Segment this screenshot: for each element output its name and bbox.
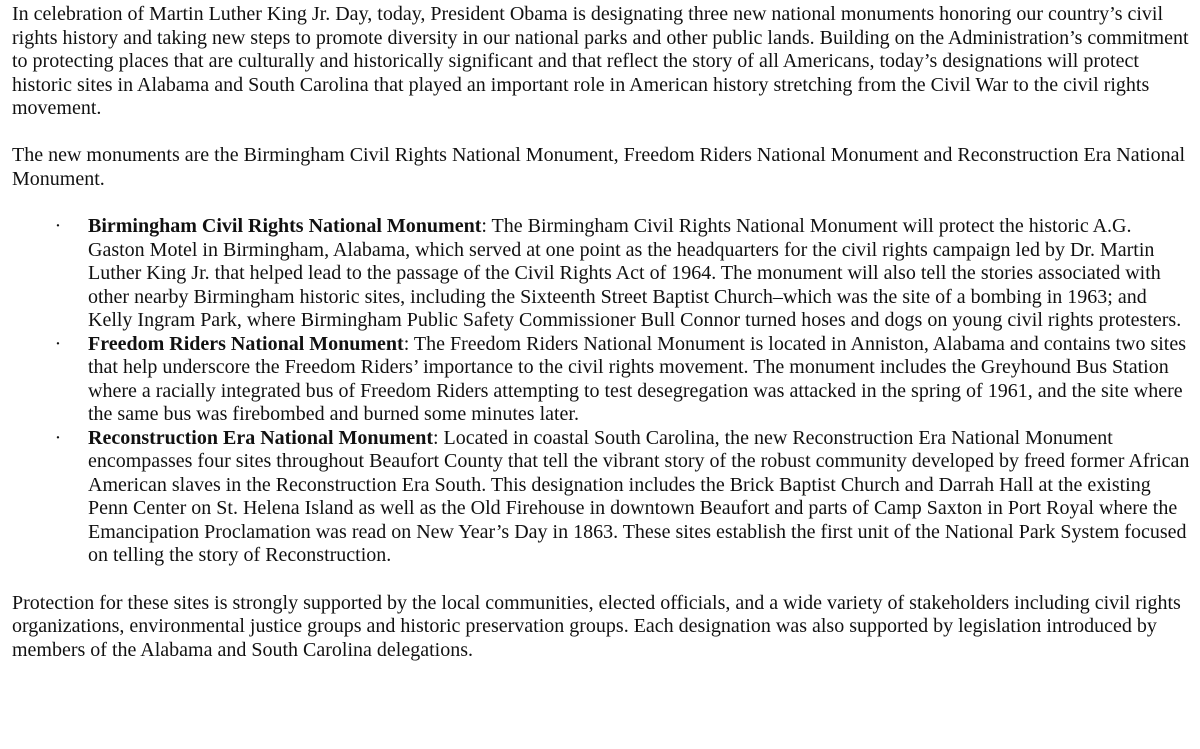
closing-paragraph: Protection for these sites is strongly supported by the local communities, elected officials, and a wide variety of stakeholders including civil rights organizations, environmental justice groups and historic preservation groups. Each designation was also supported by legislation introduced by members of the Alabama and South Carolina delegations. [12, 591, 1181, 661]
intro-paragraph-2: The new monuments are the Birmingham Civil Rights National Monument, Freedom Riders National Monument and Reconstruction Era National Monument. [12, 144, 1186, 190]
bullet-marker: · [54, 426, 62, 449]
monument-description: : The Freedom Riders National Monument is located in Anniston, Alabama and contains two sites that help underscore the Freedom Riders’ importance to the civil rights movement. The monument includes the Greyhound Bus Station where a racially integrated bus of Freedom Riders attempting to test desegregation was attacked in the spring of 1961, and the site where the same bus was firebombed and burned some minutes later. [88, 332, 1187, 425]
monument-description: : Located in coastal South Carolina, the new Reconstruction Era National Monument encompasses four sites throughout Beaufort County that tell the vibrant story of the robust community developed by freed former African American slaves in the Reconstruction Era South. This designation includes the Brick Baptist Church and Darrah Hall at the existing Penn Center on St. Helena Island as well as the Old Firehouse in downtown Beaufort and parts of Camp Saxton in Port Royal where the Emancipation Proclamation was read on New Year’s Day in 1863. These sites establish the first unit of the National Park System focused on telling the story of Reconstruction. [88, 426, 1190, 566]
bullet-marker: · [54, 215, 62, 237]
monument-list [12, 215, 1190, 568]
bullet-marker: · [54, 332, 62, 355]
monument-item-freedom-riders [12, 333, 1190, 427]
monument-name: Birmingham Civil Rights National Monument [88, 215, 482, 237]
monument-name: Freedom Riders National Monument [88, 332, 404, 355]
monument-item-reconstruction-era [12, 427, 1190, 568]
monument-name: Reconstruction Era National Monument [88, 426, 433, 449]
intro-paragraph-1: In celebration of Martin Luther King Jr. Day, today, President Obama is designating three new national monuments honoring our country’s civil rights history and taking new steps to promote diversity in our national parks and other public lands. Building on the Administration’s commitment to protecting places that are culturally and historically significant and that reflect the story of all Americans, today’s designations will protect historic sites in Alabama and South Carolina that played an important role in American history stretching from the Civil War to the civil rights movement. [12, 3, 1189, 119]
monument-description: : The Birmingham Civil Rights National Monument will protect the historic A.G. Gaston Motel in Birmingham, Alabama, which served at one point as the headquarters for the civil rights campaign led by Dr. Martin Luther King Jr. that helped lead to the passage of the Civil Rights Act of 1964. The monument will also tell the stories associated with other nearby Birmingham historic sites, including the Sixteenth Street Baptist Church–which was the site of a bombing in 1963; and Kelly Ingram Park, where Birmingham Public Safety Commissioner Bull Connor turned hoses and dogs on young civil rights protesters. [88, 215, 1182, 331]
monument-item-birmingham [12, 215, 1190, 333]
